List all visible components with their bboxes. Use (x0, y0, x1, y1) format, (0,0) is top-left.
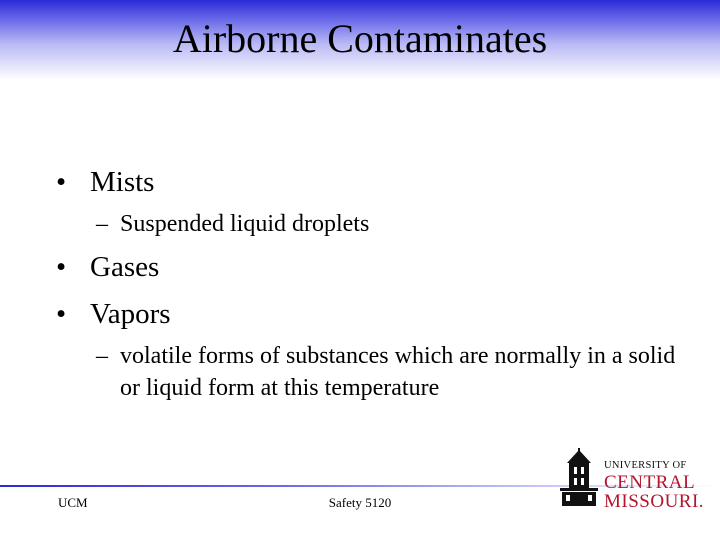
bullet-item (56, 165, 154, 199)
tower-icon (560, 448, 598, 506)
university-logo (560, 448, 705, 512)
bullet-item (56, 297, 171, 331)
sub-bullet-item (96, 340, 680, 404)
footer-center-text: Safety 5120 (328, 495, 392, 510)
bullet-item (56, 250, 159, 284)
logo-line-missouri: MISSOURI. (604, 490, 705, 512)
bullet-text: Vapors (90, 298, 171, 330)
footer-left-text: UCM (58, 495, 88, 510)
dash-glyph: – (96, 211, 108, 237)
slide-title: Airborne Contaminates (172, 16, 548, 61)
bullet-glyph: • (56, 298, 67, 330)
bullet-glyph: • (56, 251, 67, 283)
sub-bullet-text: volatile forms of substances which are normally in a solid or liquid form at this temperature (120, 343, 676, 401)
sub-bullet-text: Suspended liquid droplets (120, 211, 370, 237)
logo-line-university: UNIVERSITY OF (604, 460, 687, 471)
bullet-glyph: • (56, 166, 67, 198)
bullet-text: Mists (90, 166, 155, 198)
logo-wordmark (604, 461, 704, 511)
dash-glyph: – (96, 343, 108, 369)
logo-line-central: CENTRAL (604, 471, 696, 493)
bullet-text: Gases (90, 251, 160, 283)
sub-bullet-item (96, 208, 680, 240)
